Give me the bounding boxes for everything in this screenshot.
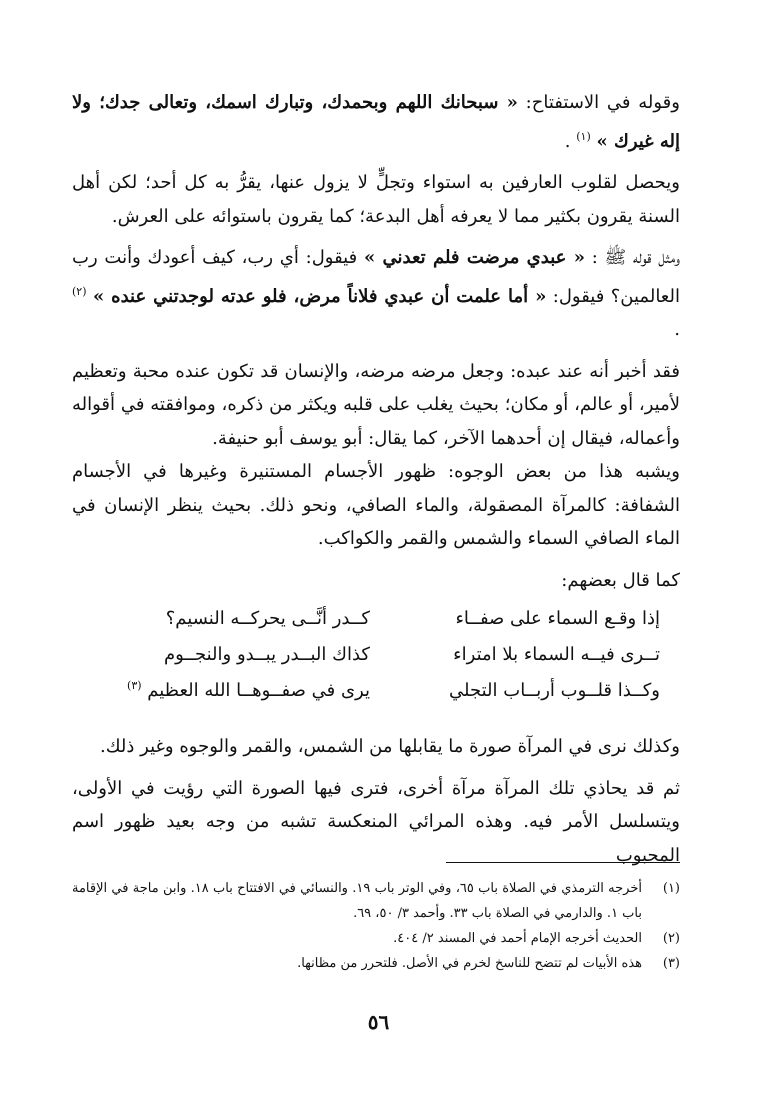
poem — [100, 600, 660, 708]
hadith-quote-1: « عبدي مرضت فلم تعدني » — [363, 247, 585, 268]
paragraph-poem-intro: كما قال بعضهم: — [561, 569, 680, 591]
footnote-ref-2: (٢) — [72, 284, 87, 298]
footnote-ref-1: (١) — [576, 129, 591, 143]
page-number: ٥٦ — [367, 1010, 390, 1034]
footnote-item — [72, 876, 680, 926]
paragraph-explanation: فقد أخبر أنه عند عبده: وجعل مرضه مرضه، والإنسان قد تكون عنده محبة وتعظيم لأمير، أو عالم، أو مكان؛ بحيث يغلب على قلبه ويكثر من ذكره، وموافقته في أقواله وأعماله، فيقال إن أحدهما الآخر، كما يقال: أبو يوسف أبو حنيفة. — [72, 360, 681, 449]
footnote-text: الحديث أخرجه الإمام أحمد في المسند ٢/ ٤٠٤. — [393, 931, 642, 946]
paragraph-istiftah: وقوله في الاستفتاح: « سبحانك اللهم وبحمدك، وتبارك اسمك، وتعالى جدك؛ ولا إله غيرك » $^{(١)}$ . — [72, 92, 680, 152]
verse-first-hemistich: إذا وقـع السماء على صفــاء — [455, 607, 660, 629]
footnote-item — [72, 926, 680, 951]
paragraph-mirror-analogy: ويشبه هذا من بعض الوجوه: ظهور الأجسام المستنيرة وغيرها في الأجسام الشفافة: كالمرآة المصقولة، والماء الصافي، ونحو ذلك. بحيث ينظر الإنسان في الماء الصافي السماء والشمس والقمر والكواكب. — [72, 461, 680, 549]
footnotes — [72, 876, 680, 976]
paragraph-tajalli: ويحصل لقلوب العارفين به استواء وتجلٍّ لا يزول عنها، يقرُّ به كل أحد؛ لكن أهل السنة يقرون بكثير مما لا يعرفه أهل البدعة؛ كما يقرون باستوائه على العرش. — [72, 172, 680, 227]
verse-second-hemistich: كذاك البــدر يبــدو والنجــوم — [164, 643, 370, 665]
footnote-text: هذه الأبيات لم تتضح للناسخ لخرم في الأصل. فلتحرر من مظانها. — [297, 956, 642, 971]
footnote-text: أخرجه الترمذي في الصلاة باب ٦٥، وفي الوتر باب ١٩. والنسائي في الافتتاح باب ١٨. وابن ماجة في الإقامة باب ١. والدارمي في الصلاة باب ٣٣. وأحمد ٣/ ٥٠، ٦٩. — [72, 881, 642, 921]
paragraph-hadith-marad: ومثل قوله ﷺ : « عبدي مرضت فلم تعدني » فيقول: أي رب، كيف أعودك وأنت رب العالمين؟ فيقول: « أما علمت أن عبدي فلاناً مرض، فلو عدته لوجدتني عنده » $^{(٢)}$ . — [72, 247, 680, 340]
paragraph-chained-mirrors: ثم قد يحاذي تلك المرآة مرآة أخرى، فترى فيها الصورة التي رؤيت في الأولى، ويتسلسل الأمر فيه. وهذه المرائي المنعكسة تشبه من وجه بعيد ظهور اسم المحبوب — [72, 777, 680, 866]
hadith-quote-2: « أما علمت أن عبدي فلاناً مرض، فلو عدته لوجدتني عنده » — [92, 285, 547, 307]
verse-second-hemistich: يرى في صفــوهــا الله العظيم $^{(٣)}$ — [127, 679, 370, 701]
body-text — [72, 86, 680, 597]
footnote-item — [72, 951, 680, 976]
verse-second-hemistich: كــدر أنَّــى يحركــه النسيم؟ — [165, 607, 370, 629]
body-text-continued — [72, 730, 680, 872]
footnote-number: (١) — [662, 881, 680, 896]
footnote-number: (٣) — [662, 956, 680, 971]
hadith-quote-istiftah: « سبحانك اللهم وبحمدك، وتبارك اسمك، وتعالى جدك؛ ولا إله غيرك » — [72, 92, 680, 152]
paragraph-mirror-reflection: وكذلك نرى في المرآة صورة ما يقابلها من الشمس، والقمر والوجوه وغير ذلك. — [100, 736, 680, 757]
poem-verse — [100, 636, 660, 672]
poem-verse — [100, 672, 660, 708]
verse-first-hemistich: تــرى فيــه السماء بلا امتراء — [453, 643, 660, 665]
footnote-separator — [446, 862, 680, 863]
verse-first-hemistich: وكــذا قلــوب أربــاب التجلي — [449, 679, 660, 701]
footnote-number: (٢) — [662, 931, 680, 946]
footnote-ref-3: (٣) — [127, 679, 142, 692]
poem-verse — [100, 600, 660, 636]
